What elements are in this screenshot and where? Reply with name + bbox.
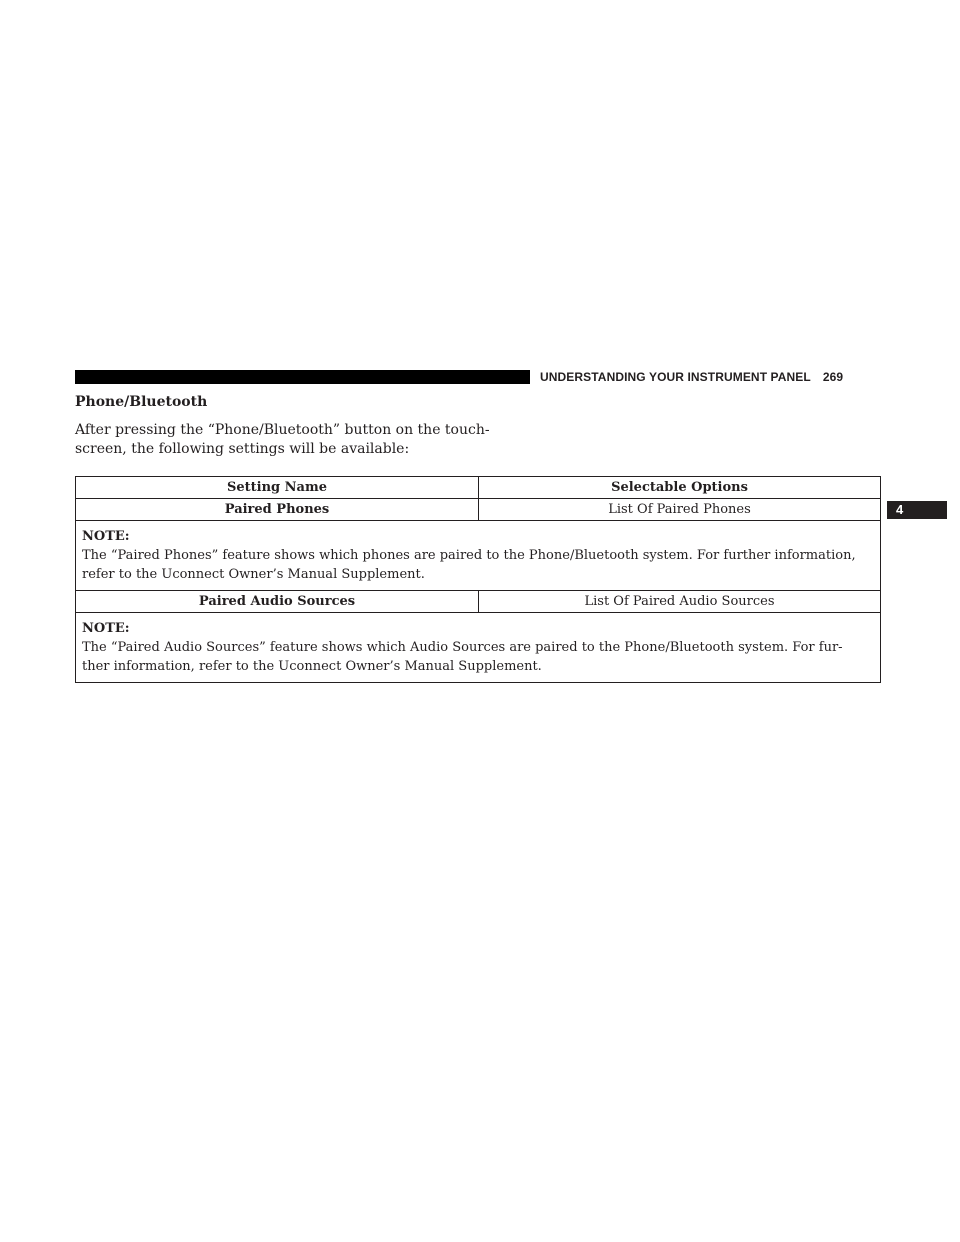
- setting-name-cell: Paired Phones: [76, 499, 479, 521]
- header-rule: [75, 370, 530, 384]
- note-line: The “Paired Phones” feature shows which phones are paired to the Phone/Bluetooth system. For further information,: [82, 548, 856, 563]
- note-label: NOTE:: [82, 621, 130, 636]
- table-header-row: [76, 477, 881, 499]
- column-header-setting-name: Setting Name: [76, 477, 479, 499]
- note-cell: [76, 521, 881, 591]
- setting-name-cell: Paired Audio Sources: [76, 591, 479, 613]
- table-row: [76, 591, 881, 613]
- note-text: [82, 638, 874, 676]
- note-line: The “Paired Audio Sources” feature shows which Audio Sources are paired to the Phone/Bluetooth system. For fur-: [82, 640, 843, 655]
- chapter-tab: [887, 501, 947, 519]
- settings-table: [75, 476, 881, 683]
- column-header-selectable-options: Selectable Options: [479, 477, 881, 499]
- intro-line: screen, the following settings will be available:: [75, 441, 410, 457]
- note-line: ther information, refer to the Uconnect Owner’s Manual Supplement.: [82, 659, 542, 674]
- note-line: refer to the Uconnect Owner’s Manual Supplement.: [82, 567, 425, 582]
- selectable-options-cell: List Of Paired Audio Sources: [479, 591, 881, 613]
- note-cell: [76, 613, 881, 683]
- header-section-title: UNDERSTANDING YOUR INSTRUMENT PANEL: [540, 370, 811, 384]
- note-row: [76, 613, 881, 683]
- note-row: [76, 521, 881, 591]
- chapter-number: 4: [896, 502, 904, 517]
- page-number: 269: [822, 370, 844, 384]
- note-text: [82, 546, 874, 584]
- note-label: NOTE:: [82, 529, 130, 544]
- section-title: Phone/Bluetooth: [75, 394, 208, 410]
- selectable-options-cell: List Of Paired Phones: [479, 499, 881, 521]
- intro-line: After pressing the “Phone/Bluetooth” button on the touch-: [75, 422, 490, 438]
- table-row: [76, 499, 881, 521]
- intro-paragraph: [75, 421, 495, 459]
- running-header: [540, 369, 843, 385]
